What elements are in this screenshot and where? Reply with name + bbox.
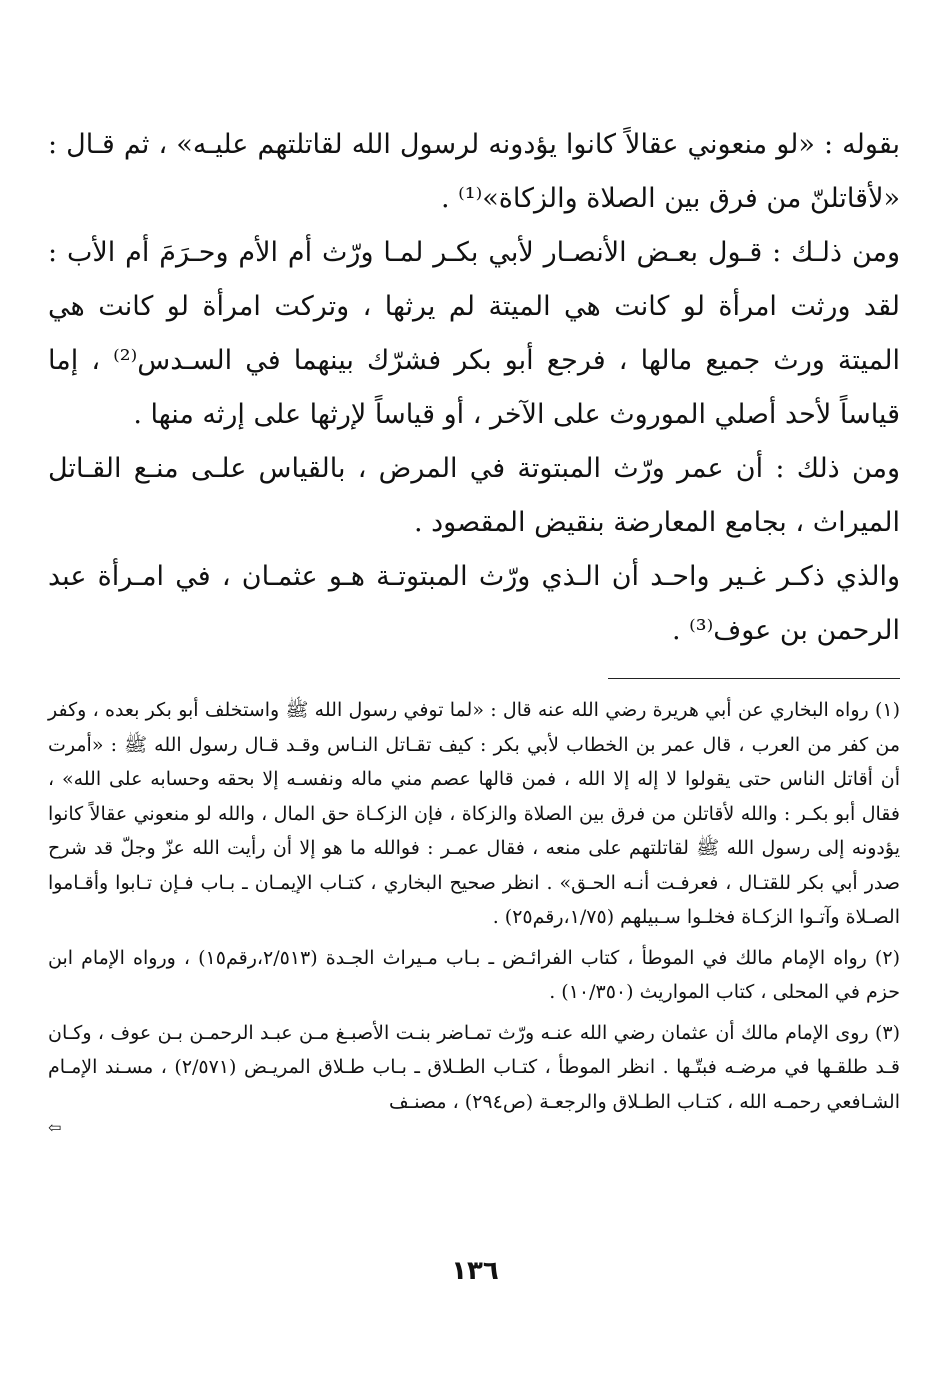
paragraph-3: ومن ذلك : أن عمر ورّث المبتوتة في المرض ، بالقياس علـى منـع القـاتل الميراث ، بجامع المعارضة بنقيض المقصود . (48, 453, 900, 538)
main-text (48, 118, 900, 658)
continue-arrow-icon: ⇦ (48, 1118, 62, 1137)
paragraph-2: ومن ذلـك : قـول بعـض الأنصـار لأبي بكـر لمـا ورّث أم الأم وحـرَمَ أم الأب : لقد ورثت امرأة لو كانت هي الميتة لم يرثها ، وتركت امرأة لو كانت هي الميتة ورث جميع مالها ، فرجع أبو بكر فشرّك بينهما في السـدس⁽²⁾ ، إما قياساً لأحد أصلي الموروث على الآخر ، أو قياساً لإرثها على إرثه منها . (48, 237, 901, 430)
footnote-divider (608, 678, 900, 679)
page-number: ١٣٦ (451, 1256, 499, 1286)
footnote-3: (٣) روى الإمام مالك أن عثمان رضي الله عنـه ورّث تمـاضر بنـت الأصبـغ مـن عبـد الرحمـن بـن عوف ، وكـان قـد طلقـها في مرضـه فبتّـها . انظر الموطأ ، كتـاب الطـلاق ـ بـاب طـلاق المريـض (٢/٥٧١) ، مسـند الإمـام الشـافعي رحمـه الله ، كتـاب الطـلاق والرجعـة (ص٢٩٤) ، مصنـف (48, 1021, 900, 1113)
footnotes (48, 693, 900, 1135)
footnote-1: (١) رواه البخاري عن أبي هريرة رضي الله عنه قال : «لما توفي رسول الله ﷺ واستخلف أبو بكر بعده ، وكفر من كفر من العرب ، قال عمر بن الخطاب لأبي بكر : كيف تقـاتل النـاس وقـد قـال رسول الله ﷺ : «أمرت أن أقاتل الناس حتى يقولوا لا إله إلا الله ، فمن قالها عصم مني ماله ونفسـه إلا بحقه وحسابه على الله» ، فقال أبو بكـر : والله لأقاتلن من فرق بين الصلاة والزكاة ، فإن الزكـاة حق المال ، والله لو منعوني عقالاً كانوا يؤدونه إلى رسول الله ﷺ لقاتلتهم على منعه ، فقال عمـر : فوالله ما هو إلا أن رأيت الله عزّ وجلّ قد شرح صدر أبي بكر للقتـال ، فعرفـت أنـه الحـق» . انظر صحيح البخاري ، كتـاب الإيمـان ـ بـاب فـإن تـابوا وأقـاموا الصـلاة وآتـوا الزكـاة فخلـوا سـبيلهم (١/٧٥،رقم٢٥) . (48, 699, 900, 928)
footnote-2: (٢) رواه الإمام مالك في الموطأ ، كتاب الفرائـض ـ بـاب مـيراث الجـدة (٢/٥١٣،رقم١٥) ، ورواه الإمام ابن حزم في المحلى ، كتاب المواريث (١٠/٣٥٠) . (48, 946, 900, 1003)
paragraph-1: بقوله : «لو منعوني عقالاً كانوا يؤدونه لرسول الله لقاتلتهم عليـه» ، ثم قـال : «لأقاتلنّ من فرق بين الصلاة والزكاة»⁽¹⁾ . (48, 129, 900, 214)
page-content (48, 118, 900, 1135)
paragraph-4: والذي ذكـر غـير واحـد أن الـذي ورّث المبتوتـة هـو عثمـان ، في امـرأة عبد الرحمن بن عوف⁽³⁾ . (48, 561, 900, 646)
